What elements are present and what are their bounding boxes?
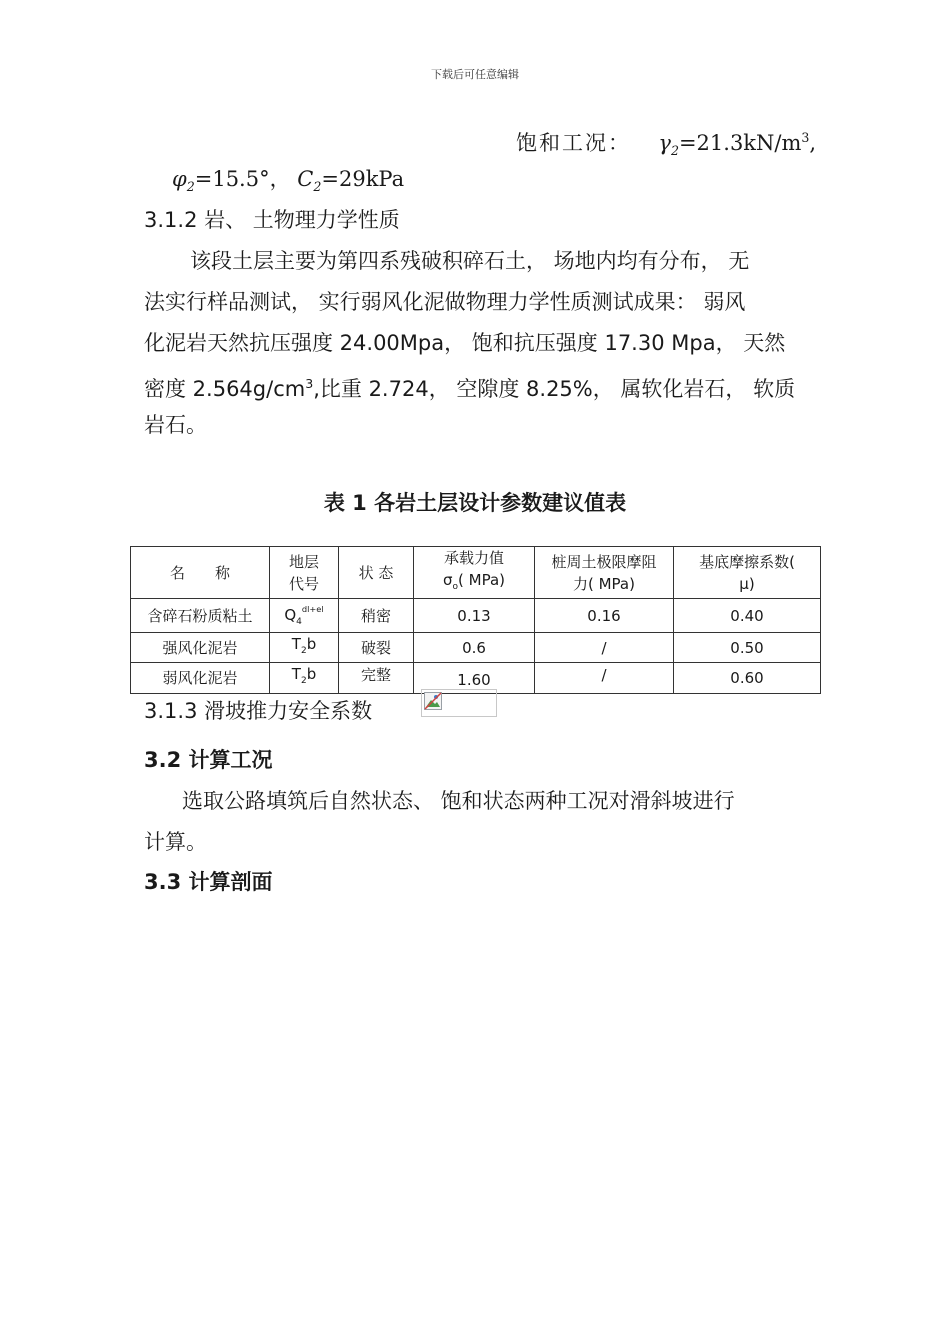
row-bearing: 1.60	[414, 663, 535, 694]
row-pile: 0.16	[535, 599, 674, 633]
phi-c-line	[172, 165, 404, 201]
section-312-title: 3.1.2 岩、 土物理力学性质	[144, 208, 400, 232]
header-base-friction: 基底摩擦系数( μ)	[674, 547, 821, 599]
density-text: 密度 2.564g/cm	[144, 377, 306, 401]
saturated-condition-line	[516, 124, 816, 165]
row-friction: 0.60	[674, 663, 821, 694]
phi-symbol: φ	[172, 167, 187, 191]
row-friction: 0.50	[674, 633, 821, 663]
section-33-title: 3.3 计算剖面	[144, 870, 273, 894]
section-312-para-line-4-rest: ,比重 2.724， 空隙度 8.25%， 属软化岩石， 软质	[313, 377, 796, 401]
header-pile-friction: 桩周土极限摩阻 力( MPa)	[535, 547, 674, 599]
header-code: 地层 代号	[270, 547, 339, 599]
section-313-title: 3.1.3 滑坡推力安全系数	[144, 699, 373, 723]
section-32-title: 3.2 计算工况	[144, 748, 273, 772]
gamma-tail: ,	[809, 131, 817, 155]
table-row	[131, 599, 821, 633]
section-312-para-line-3: 化泥岩天然抗压强度 24.00Mpa， 饱和抗压强度 17.30 Mpa， 天然	[144, 331, 786, 355]
row-code: $T_2b$	[270, 663, 339, 694]
section-32-para-line-1: 选取公路填筑后自然状态、 饱和状态两种工况对滑斜坡进行	[182, 789, 735, 813]
design-parameter-table	[130, 546, 821, 694]
row-friction: 0.40	[674, 599, 821, 633]
row-bearing: 0.6	[414, 633, 535, 663]
broken-image-icon	[424, 692, 442, 710]
table-row	[131, 633, 821, 663]
row-name: 含碎石粉质粘土	[131, 599, 270, 633]
c-symbol: C	[297, 167, 314, 191]
header-name: 名 称	[131, 547, 270, 599]
density-superscript: 3	[305, 376, 314, 391]
row-name: 强风化泥岩	[131, 633, 270, 663]
page-header: 下载后可任意编辑	[431, 68, 519, 81]
broken-image-placeholder	[421, 689, 497, 717]
section-32-para-line-2: 计算。	[144, 830, 207, 854]
row-code: $T_2b$	[270, 633, 339, 663]
phi-subscript: 2	[186, 179, 195, 195]
section-312-para-line-1: 该段土层主要为第四系残破积碎石土， 场地内均有分布， 无	[190, 249, 750, 273]
row-state: 完整	[339, 663, 414, 694]
section-312-para-line-4	[144, 370, 795, 403]
table-title: 表 1 各岩土层设计参数建议值表	[323, 491, 627, 515]
row-state: 稍密	[339, 599, 414, 633]
c-subscript: 2	[313, 179, 322, 195]
header-bearing: 承载力值 $\sigma_o$( MPa)	[414, 547, 535, 599]
header-state: 状 态	[339, 547, 414, 599]
row-pile: /	[535, 663, 674, 694]
gamma-value: =21.3kN/m	[678, 131, 802, 155]
row-name: 弱风化泥岩	[131, 663, 270, 694]
row-pile: /	[535, 633, 674, 663]
section-312-para-line-5: 岩石。	[144, 413, 207, 437]
c-value: =29kPa	[321, 167, 405, 191]
table-header-row	[131, 547, 821, 599]
row-bearing: 0.13	[414, 599, 535, 633]
phi-value: =15.5°，	[194, 167, 291, 191]
saturated-label: 饱和工况：	[516, 131, 631, 155]
row-code: $Q_4^{dl+el}$	[270, 599, 339, 633]
gamma-subscript: 2	[670, 143, 679, 159]
gamma-symbol: γ	[658, 131, 671, 155]
section-312-para-line-2: 法实行样品测试， 实行弱风化泥做物理力学性质测试成果： 弱风	[144, 290, 746, 314]
row-state: 破裂	[339, 633, 414, 663]
gamma-superscript: 3	[801, 130, 810, 145]
